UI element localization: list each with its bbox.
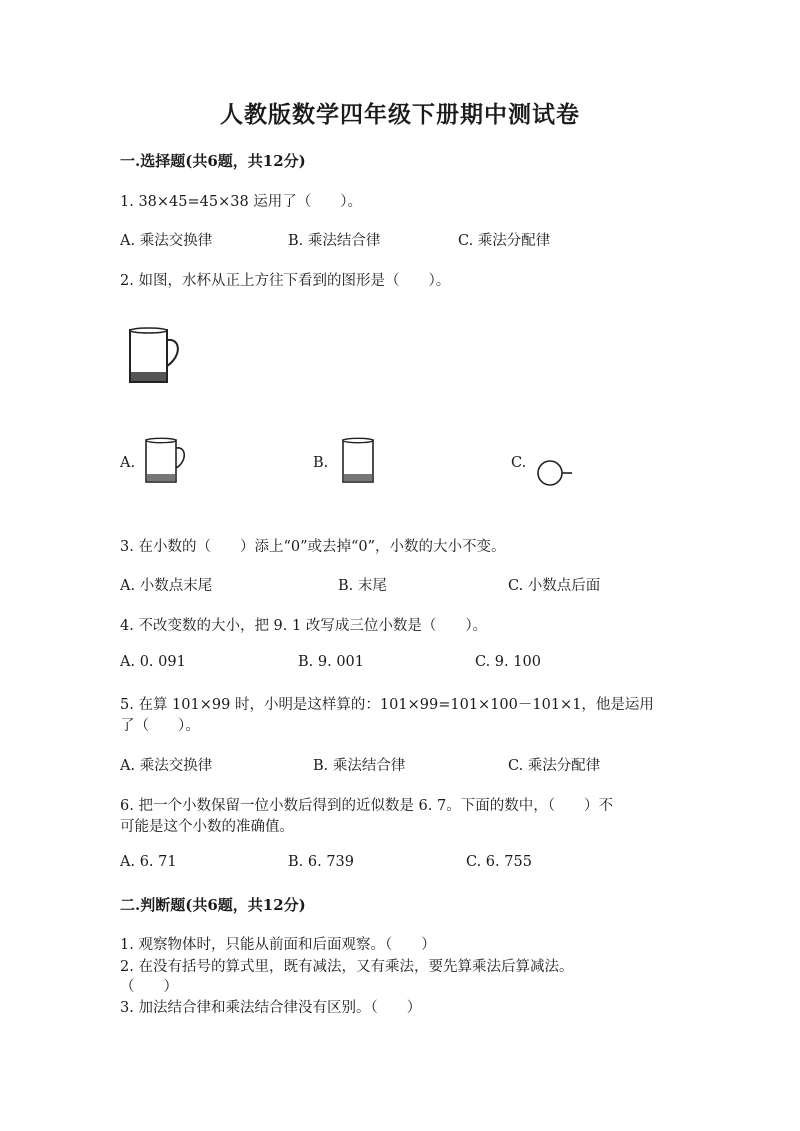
section-heading-judgement: 二.判断题(共6题，共12分)	[120, 896, 306, 914]
section-heading-choice: 一.选择题(共6题，共12分)	[120, 152, 306, 170]
question-2: 2. 如图，水杯从正上方往下看到的图形是（ ）。	[120, 273, 451, 289]
cylinder-side-icon	[338, 436, 378, 488]
q3-option-b: B. 末尾	[338, 578, 387, 594]
q3-option-c: C. 小数点后面	[508, 578, 601, 594]
q4-option-b: B. 9. 001	[298, 654, 364, 670]
q2-option-a: A.	[120, 455, 136, 471]
question-3: 3. 在小数的（ ）添上“0”或去掉“0”，小数的大小不变。	[120, 539, 506, 555]
judgement-3: 3. 加法结合律和乘法结合律没有区别。（ ）	[120, 1000, 422, 1016]
judgement-2-line-2: （ ）	[120, 979, 178, 995]
q1-option-a: A. 乘法交换律	[120, 233, 213, 249]
circle-with-handle-icon	[534, 458, 576, 488]
question-4: 4. 不改变数的大小，把 9. 1 改写成三位小数是（ ）。	[120, 618, 488, 634]
question-1: 1. 38×45=45×38 运用了（ ）。	[120, 194, 363, 210]
question-5-line-1: 5. 在算 101×99 时，小明是这样算的：101×99=101×100－101×1，他是运用	[120, 697, 654, 713]
q5-option-b: B. 乘法结合律	[313, 758, 406, 774]
q3-option-a: A. 小数点末尾	[120, 578, 213, 594]
q5-option-c: C. 乘法分配律	[508, 758, 601, 774]
page-title: 人教版数学四年级下册期中测试卷	[220, 101, 580, 128]
q6-option-a: A. 6. 71	[120, 854, 177, 870]
q6-option-b: B. 6. 739	[288, 854, 354, 870]
mug-figure	[125, 326, 185, 388]
q6-option-c: C. 6. 755	[466, 854, 532, 870]
q2-option-b: B.	[313, 455, 329, 471]
question-5-line-2: 了（ ）。	[120, 718, 200, 734]
q5-option-a: A. 乘法交换律	[120, 758, 213, 774]
q4-option-c: C. 9. 100	[475, 654, 541, 670]
q4-option-a: A. 0. 091	[120, 654, 186, 670]
q2-option-c: C.	[511, 455, 527, 471]
judgement-2-line-1: 2. 在没有括号的算式里，既有减法，又有乘法，要先算乘法后算减法。	[120, 959, 574, 975]
question-6-line-2: 可能是这个小数的准确值。	[120, 819, 294, 835]
judgement-1: 1. 观察物体时，只能从前面和后面观察。（ ）	[120, 937, 436, 953]
q1-option-b: B. 乘法结合律	[288, 233, 381, 249]
question-6-line-1: 6. 把一个小数保留一位小数后得到的近似数是 6. 7。下面的数中，（ ）不	[120, 798, 613, 814]
q1-option-c: C. 乘法分配律	[458, 233, 551, 249]
mug-side-with-handle-icon	[141, 436, 189, 488]
